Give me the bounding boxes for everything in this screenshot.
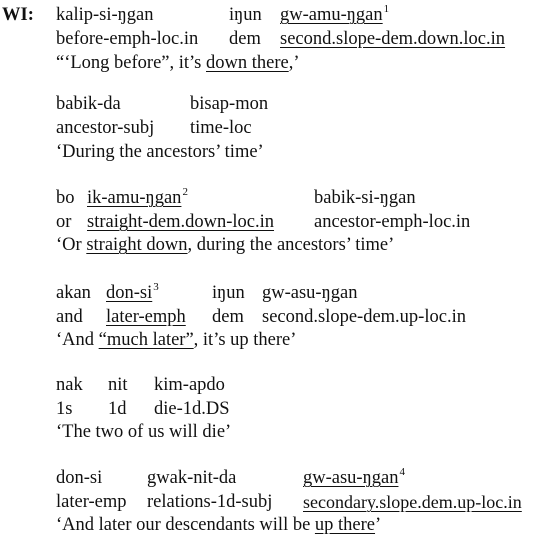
word-form: iŋun <box>212 283 245 303</box>
word-gloss: straight-dem.down-loc.in <box>87 212 275 232</box>
word-gloss: second.slope-dem.up-loc.in <box>262 307 466 327</box>
word-form: akan <box>56 283 91 303</box>
word-form: nak <box>56 375 83 395</box>
word-form: gw-asu-ŋgan <box>262 283 358 303</box>
word-form: bisap-mon <box>190 94 269 114</box>
word-gloss: later-emph <box>106 307 186 327</box>
footnote-marker: 3 <box>153 281 159 293</box>
word-form: babik-si-ŋgan <box>314 188 416 208</box>
word-gloss: second.slope-dem.down.loc.in <box>280 29 506 49</box>
translation: ‘And later our descendants will be up there’ <box>56 515 382 535</box>
word-form: gw-amu-ŋgan$^1$ <box>280 3 390 25</box>
translation: ‘Or straight down, during the ancestors’ time’ <box>56 235 395 255</box>
word-form: gw-asu-ŋgan$^4$ <box>303 466 405 488</box>
word-gloss: before-emph-loc.in <box>56 29 199 49</box>
word-gloss: 1s <box>56 399 73 419</box>
word-gloss: ancestor-subj <box>56 118 155 138</box>
translation: ‘And “much later”, it’s up there’ <box>56 330 297 350</box>
word-gloss: 1d <box>108 399 127 419</box>
word-form: babik-da <box>56 94 121 114</box>
word-gloss: secondary.slope.dem.up-loc.in <box>303 492 522 512</box>
word-gloss: and <box>56 307 83 327</box>
word-form: gwak-nit-da <box>147 468 237 488</box>
word-gloss: ancestor-emph-loc.in <box>314 212 471 232</box>
word-gloss: dem <box>212 307 244 327</box>
word-form: kim-apdo <box>154 375 225 395</box>
footnote-marker: 2 <box>182 186 188 198</box>
translation: ‘The two of us will die’ <box>56 422 232 442</box>
word-gloss: dem <box>229 29 261 49</box>
word-gloss: die-1d.DS <box>154 399 230 419</box>
word-form: ik-amu-ŋgan$^2$ <box>87 186 188 208</box>
speaker-label: WI: <box>2 5 34 25</box>
word-gloss: time-loc <box>190 118 252 138</box>
translation: “‘Long before”, it’s down there,’ <box>56 53 300 73</box>
word-form: don-si <box>56 468 103 488</box>
translation: ‘During the ancestors’ time’ <box>56 142 264 162</box>
footnote-marker: 4 <box>399 466 405 478</box>
word-form: bo <box>56 188 75 208</box>
word-gloss: relations-1d-subj <box>147 492 273 512</box>
footnote-marker: 1 <box>383 3 390 15</box>
word-gloss: or <box>56 212 72 232</box>
word-form: iŋun <box>229 5 262 25</box>
word-form: kalip-si-ŋgan <box>56 5 154 25</box>
word-gloss: later-emp <box>56 492 127 512</box>
word-form: don-$si^3$ <box>106 281 159 303</box>
word-form: nit <box>108 375 128 395</box>
